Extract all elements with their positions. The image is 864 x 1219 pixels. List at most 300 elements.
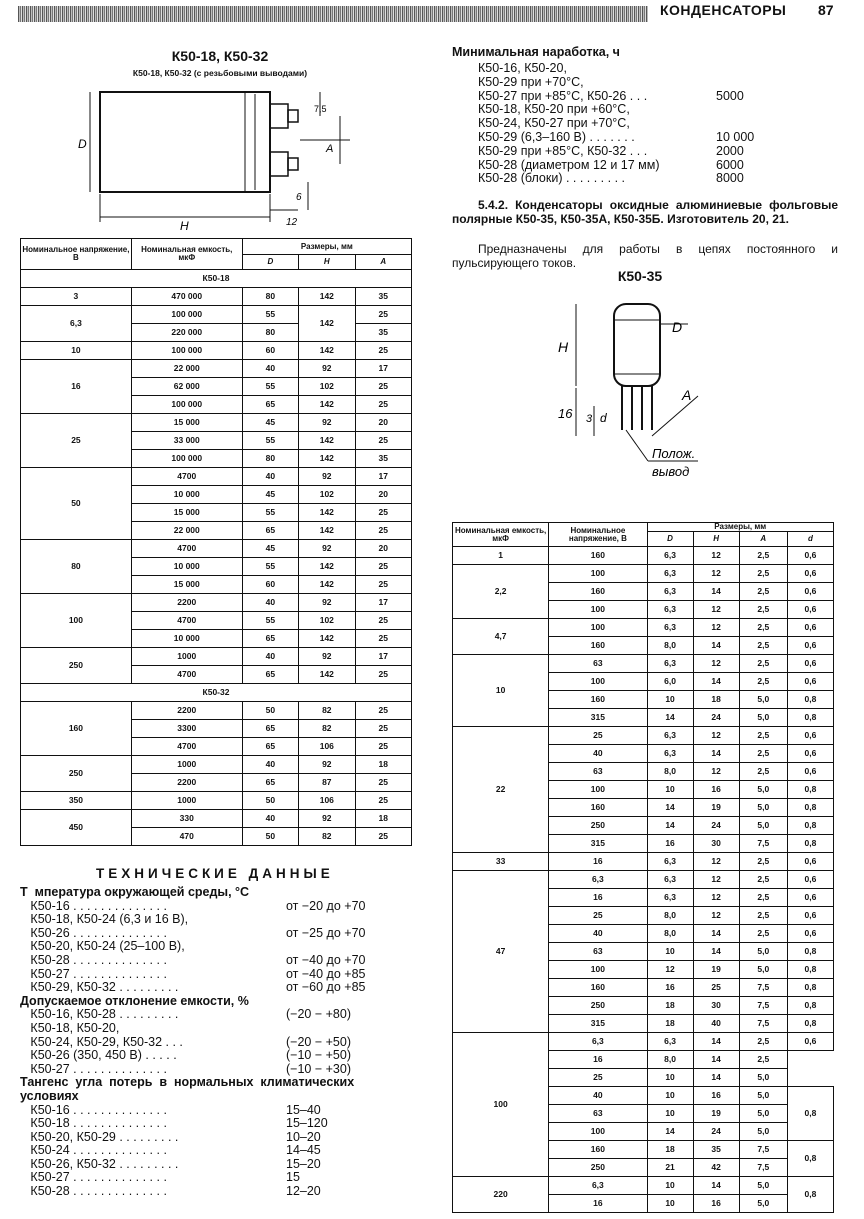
t2-cell: 25 — [549, 907, 647, 925]
min-life-label: К50-28 (диаметром 12 и 17 мм) — [478, 157, 660, 172]
t1-voltage-cell: 10 — [21, 342, 132, 360]
t1-cell: 142 — [299, 522, 355, 540]
t1-cell: 65 — [242, 666, 298, 684]
t2-cell: 0,6 — [787, 655, 833, 673]
tech-label: К50-24, К50-29, К50-32 . . . — [20, 1034, 183, 1049]
t2-cell: 2,5 — [739, 907, 787, 925]
t2-cell: 0,8 — [787, 799, 833, 817]
t2-cell: 12 — [693, 619, 739, 637]
t2-cell: 14 — [693, 1051, 739, 1069]
t2-cell: 16 — [647, 979, 693, 997]
t1-cell: 45 — [242, 414, 298, 432]
tech-label: К50-16 . . . . . . . . . . . . . . — [20, 1102, 167, 1117]
t2-cell: 19 — [693, 1105, 739, 1123]
t2-cell: 100 — [549, 961, 647, 979]
k5035-label-vyvod: вывод — [652, 464, 690, 479]
k5035-drawing — [548, 296, 728, 486]
tech-row — [20, 1049, 420, 1063]
t1-h-D: D — [242, 255, 298, 270]
t1-cell: 25 — [355, 702, 411, 720]
table-row — [453, 727, 834, 745]
t2-cell: 16 — [549, 889, 647, 907]
t2-cell: 315 — [549, 1015, 647, 1033]
tech-label: К50-29, К50-32 . . . . . . . . . — [20, 980, 179, 995]
t2-capacity-cell: 22 — [453, 727, 549, 853]
t2-cell: 0,8 — [787, 835, 833, 853]
t2-cell: 160 — [549, 691, 647, 709]
t1-h-sizes: Размеры, мм — [242, 239, 411, 255]
t1-cell: 142 — [299, 288, 355, 306]
t2-cell: 6,0 — [647, 673, 693, 691]
t1-section-label: К50-18 — [21, 270, 412, 288]
t2-cell: 14 — [647, 817, 693, 835]
t2-cell: 10 — [647, 781, 693, 799]
t1-cell: 50 — [242, 702, 298, 720]
t2-cell: 42 — [693, 1159, 739, 1177]
t1-cell: 25 — [355, 378, 411, 396]
t2-cell: 0,6 — [787, 1033, 833, 1051]
tech-row — [20, 940, 420, 954]
tech-row — [20, 1117, 420, 1131]
t2-cell: 14 — [693, 925, 739, 943]
t2-cell: 0,8 — [787, 817, 833, 835]
min-life-label: К50-18, К50-20 при +60°С, — [478, 102, 630, 117]
tech-row — [20, 900, 420, 914]
t2-cell: 12 — [693, 601, 739, 619]
t1-cell: 35 — [355, 324, 411, 342]
min-life-label: К50-28 (блоки) . . . . . . . . . — [478, 171, 625, 186]
tech-label: К50-18, К50-20, — [20, 1020, 120, 1035]
table-row — [21, 756, 412, 774]
min-life-row — [478, 90, 778, 104]
t1-cell: 65 — [242, 738, 298, 756]
tech-row — [20, 927, 420, 941]
t2-cell: 0,6 — [787, 871, 833, 889]
k5035-label-A: A — [682, 387, 692, 403]
tech-row — [20, 1185, 420, 1199]
t1-cell: 142 — [299, 504, 355, 522]
t1-cell: 25 — [355, 576, 411, 594]
t1-cell: 80 — [242, 450, 298, 468]
tech-row — [20, 1008, 420, 1022]
t1-cell: 4700 — [131, 612, 242, 630]
t2-h-H: H — [693, 532, 739, 547]
t1-voltage-cell: 250 — [21, 648, 132, 684]
tech-row — [20, 1076, 420, 1090]
t2-cell: 63 — [549, 763, 647, 781]
tech-row — [20, 1144, 420, 1158]
t2-cell: 0,6 — [787, 673, 833, 691]
t2-cell: 8,0 — [647, 1051, 693, 1069]
k5018-subtitle: К50-18, К50-32 (с резьбовыми выводами) — [132, 68, 308, 78]
t2-cell: 25 — [549, 727, 647, 745]
t1-cell: 15 000 — [131, 504, 242, 522]
t1-voltage-cell: 50 — [21, 468, 132, 540]
min-life-label: К50-29 при +70°С, — [478, 74, 584, 89]
t2-cell: 24 — [693, 1123, 739, 1141]
t1-cell: 40 — [242, 468, 298, 486]
t2-cell: 160 — [549, 1141, 647, 1159]
t1-cell: 25 — [355, 630, 411, 648]
t2-cell: 6,3 — [647, 619, 693, 637]
tech-label: К50-26, К50-32 . . . . . . . . . — [20, 1156, 179, 1171]
t2-cell: 14 — [693, 1033, 739, 1051]
t2-cell: 30 — [693, 997, 739, 1015]
t1-cell: 106 — [299, 792, 355, 810]
t1-cell: 35 — [355, 450, 411, 468]
t2-cell: 7,5 — [739, 1159, 787, 1177]
t1-cell: 17 — [355, 360, 411, 378]
t1-cell: 10 000 — [131, 558, 242, 576]
t2-h-A: A — [739, 532, 787, 547]
t1-cell: 65 — [242, 630, 298, 648]
t2-cell: 40 — [549, 925, 647, 943]
t2-cell: 21 — [647, 1159, 693, 1177]
t1-voltage-cell: 100 — [21, 594, 132, 648]
t2-cell: 10 — [647, 1087, 693, 1105]
t2-cell: 14 — [693, 637, 739, 655]
table-row — [21, 702, 412, 720]
t2-cell: 12 — [693, 727, 739, 745]
t1-cell: 4700 — [131, 738, 242, 756]
t2-cell: 6,3 — [647, 655, 693, 673]
t1-cell: 25 — [355, 738, 411, 756]
t1-cell: 82 — [299, 720, 355, 738]
t2-header-row — [453, 523, 834, 532]
tech-label: К50-27 . . . . . . . . . . . . . . — [20, 966, 167, 981]
t1-cell: 35 — [355, 288, 411, 306]
min-life-row — [478, 62, 778, 76]
t1-cell: 40 — [242, 756, 298, 774]
t1-cell: 92 — [299, 810, 355, 828]
t2-cell: 24 — [693, 709, 739, 727]
t1-cell: 55 — [242, 378, 298, 396]
t1-section-row — [21, 684, 412, 702]
table-row — [453, 871, 834, 889]
t2-cell: 6,3 — [647, 745, 693, 763]
t2-cell: 6,3 — [549, 1177, 647, 1195]
table-row — [21, 540, 412, 558]
tech-row — [20, 981, 420, 995]
t1-cell: 40 — [242, 810, 298, 828]
t1-cell: 102 — [299, 486, 355, 504]
t2-cell: 12 — [693, 853, 739, 871]
table-row — [21, 648, 412, 666]
t2-cell: 6,3 — [647, 565, 693, 583]
t1-cell: 65 — [242, 720, 298, 738]
t2-cell: 315 — [549, 835, 647, 853]
tech-value: (−10 − +30) — [286, 1061, 351, 1076]
t2-cell: 5,0 — [739, 817, 787, 835]
tech-label: К50-26 (350, 450 В) . . . . . — [20, 1048, 177, 1063]
t1-cell: 18 — [355, 810, 411, 828]
t2-cell: 12 — [693, 565, 739, 583]
t2-cell: 0,6 — [787, 745, 833, 763]
table-row — [21, 414, 412, 432]
t2-cell: 100 — [549, 619, 647, 637]
t1-cell: 20 — [355, 540, 411, 558]
t2-cell: 7,5 — [739, 979, 787, 997]
t1-cell: 40 — [242, 360, 298, 378]
t1-cell: 60 — [242, 576, 298, 594]
t2-capacity-cell: 100 — [453, 1033, 549, 1177]
t2-cell: 2,5 — [739, 871, 787, 889]
t2-cell: 10 — [647, 691, 693, 709]
tech-value: 12–20 — [286, 1184, 321, 1199]
t2-cell: 14 — [693, 943, 739, 961]
t2-cell: 0,6 — [787, 727, 833, 745]
min-life-label: К50-16, К50-20, — [478, 61, 567, 75]
t2-cell: 2,5 — [739, 925, 787, 943]
t2-capacity-cell: 10 — [453, 655, 549, 727]
t1-cell: 2200 — [131, 594, 242, 612]
t2-cell: 63 — [549, 1105, 647, 1123]
table-row — [21, 306, 412, 324]
tech-label: условиях — [20, 1088, 79, 1103]
t2-cell: 16 — [549, 1051, 647, 1069]
t2-cell: 12 — [693, 655, 739, 673]
t2-cell: 5,0 — [739, 691, 787, 709]
t2-capacity-cell: 4,7 — [453, 619, 549, 655]
t2-capacity-cell: 1 — [453, 547, 549, 565]
t2-cell: 0,8 — [787, 1087, 833, 1141]
t1-cell: 25 — [355, 828, 411, 846]
purpose-paragraph — [452, 242, 838, 270]
min-life-row — [478, 117, 778, 131]
table-row — [453, 853, 834, 871]
t1-cell: 142 — [299, 342, 355, 360]
t1-cell: 10 000 — [131, 486, 242, 504]
t2-cell: 12 — [693, 889, 739, 907]
t1-cell: 470 — [131, 828, 242, 846]
t2-cell: 0,6 — [787, 853, 833, 871]
t1-cell: 102 — [299, 378, 355, 396]
t1-cell: 20 — [355, 414, 411, 432]
tech-label: К50-16 . . . . . . . . . . . . . . — [20, 898, 167, 913]
t1-cell: 45 — [242, 540, 298, 558]
t2-cell: 5,0 — [739, 799, 787, 817]
t2-cell: 2,5 — [739, 889, 787, 907]
t1-cell: 25 — [355, 612, 411, 630]
t2-cell: 160 — [549, 583, 647, 601]
t1-cell: 142 — [299, 576, 355, 594]
t1-cell: 80 — [242, 324, 298, 342]
t1-cell: 3300 — [131, 720, 242, 738]
t2-cell: 250 — [549, 1159, 647, 1177]
tech-label: Допускаемое отклонение емкости, % — [20, 993, 249, 1008]
t2-cell: 6,3 — [647, 1033, 693, 1051]
t1-cell: 25 — [355, 432, 411, 450]
t2-cell: 19 — [693, 961, 739, 979]
k5035-table — [452, 522, 834, 1213]
t1-cell: 50 — [242, 792, 298, 810]
t1-header-row — [21, 239, 412, 255]
t1-cell: 100 000 — [131, 450, 242, 468]
page-number: 87 — [818, 2, 834, 18]
table-row — [21, 594, 412, 612]
tech-row — [20, 1131, 420, 1145]
t2-h-d: d — [787, 532, 833, 547]
t2-cell: 0,8 — [787, 1177, 833, 1213]
t2-cell: 0,6 — [787, 619, 833, 637]
t1-voltage-cell: 6,3 — [21, 306, 132, 342]
t2-cell: 6,3 — [647, 727, 693, 745]
t1-cell: 62 000 — [131, 378, 242, 396]
t1-section-label: К50-32 — [21, 684, 412, 702]
t1-cell: 92 — [299, 468, 355, 486]
t2-capacity-cell: 2,2 — [453, 565, 549, 619]
t2-cell: 8,0 — [647, 637, 693, 655]
t1-cell: 17 — [355, 468, 411, 486]
t1-cell: 22 000 — [131, 360, 242, 378]
tech-value: 14–45 — [286, 1143, 321, 1158]
min-life-value: 8000 — [716, 171, 744, 186]
t1-cell: 87 — [299, 774, 355, 792]
t2-cell: 6,3 — [647, 547, 693, 565]
t1-cell: 25 — [355, 774, 411, 792]
tech-label: К50-20, К50-24 (25–100 В), — [20, 939, 185, 954]
t2-cell: 14 — [693, 583, 739, 601]
table-row — [21, 342, 412, 360]
t1-cell: 100 000 — [131, 396, 242, 414]
tech-value: 15–20 — [286, 1156, 321, 1171]
t1-cell: 45 — [242, 486, 298, 504]
label-b: 6 — [296, 192, 302, 203]
tech-value: 10–20 — [286, 1129, 321, 1144]
tech-label: К50-28 . . . . . . . . . . . . . . — [20, 1184, 167, 1199]
t1-h-voltage: Номинальное напряжение, В — [21, 239, 132, 270]
label-H: H — [180, 219, 189, 232]
k5018-title: К50-18, К50-32 — [171, 48, 269, 64]
t2-cell: 7,5 — [739, 835, 787, 853]
table-row — [21, 792, 412, 810]
min-life-value: 5000 — [716, 88, 744, 103]
t2-cell: 250 — [549, 997, 647, 1015]
t1-cell: 17 — [355, 648, 411, 666]
t1-cell: 25 — [355, 720, 411, 738]
t2-cell: 0,6 — [787, 889, 833, 907]
t2-cell: 6,3 — [549, 1033, 647, 1051]
tech-row — [20, 913, 420, 927]
tech-label: К50-27 . . . . . . . . . . . . . . — [20, 1061, 167, 1076]
t2-cell: 160 — [549, 547, 647, 565]
tech-row — [20, 1104, 420, 1118]
t2-cell: 100 — [549, 673, 647, 691]
min-life-label: К50-29 при +85°С, К50-32 . . . — [478, 143, 648, 158]
t2-cell: 0,8 — [787, 691, 833, 709]
t1-cell: 1000 — [131, 756, 242, 774]
t2-cell: 6,3 — [647, 871, 693, 889]
tech-value: от −40 до +85 — [286, 966, 366, 981]
t2-cell: 14 — [693, 1069, 739, 1087]
label-12: 12 — [286, 217, 298, 228]
t2-cell: 2,5 — [739, 601, 787, 619]
t1-cell: 18 — [355, 756, 411, 774]
t2-cell: 5,0 — [739, 1069, 787, 1087]
k5035-label-d: d — [600, 411, 607, 425]
t2-cell: 25 — [549, 1069, 647, 1087]
tech-data-list — [20, 886, 420, 1199]
t2-cell: 14 — [693, 673, 739, 691]
t2-cell: 2,5 — [739, 655, 787, 673]
min-life-row — [478, 145, 778, 159]
t2-cell: 35 — [693, 1141, 739, 1159]
tech-label: Тангенс угла потерь в нормальных климатических — [20, 1075, 355, 1090]
tech-row — [20, 995, 420, 1009]
t2-cell: 100 — [549, 601, 647, 619]
label-A: A — [326, 143, 334, 155]
t2-cell: 0,8 — [787, 709, 833, 727]
t2-cell: 24 — [693, 817, 739, 835]
tech-label: К50-26 . . . . . . . . . . . . . . — [20, 925, 167, 940]
t1-cell: 100 000 — [131, 306, 242, 324]
t1-cell: 80 — [242, 288, 298, 306]
t1-voltage-cell: 450 — [21, 810, 132, 846]
min-life-value: 2000 — [716, 143, 744, 158]
t2-cell: 0,6 — [787, 583, 833, 601]
t1-cell: 25 — [355, 306, 411, 324]
t1-voltage-cell: 16 — [21, 360, 132, 414]
section-5-4-2 — [452, 198, 838, 226]
tech-label: Т мпература окружающей среды, °С — [20, 885, 250, 899]
t1-cell: 92 — [299, 414, 355, 432]
tech-value: (−20 − +50) — [286, 1034, 351, 1049]
tech-label: К50-20, К50-29 . . . . . . . . . — [20, 1129, 179, 1144]
t2-cell: 16 — [693, 1195, 739, 1213]
t1-cell: 92 — [299, 648, 355, 666]
k5035-label-16: 16 — [558, 406, 573, 421]
min-life-row — [478, 172, 778, 186]
tech-label: К50-16, К50-28 . . . . . . . . . — [20, 1007, 179, 1022]
t1-cell: 92 — [299, 756, 355, 774]
t1-voltage-cell: 3 — [21, 288, 132, 306]
min-life-row — [478, 159, 778, 173]
t2-cell: 12 — [647, 961, 693, 979]
t2-cell: 18 — [693, 691, 739, 709]
t2-cell: 10 — [647, 1177, 693, 1195]
table-row — [21, 810, 412, 828]
t1-cell: 65 — [242, 774, 298, 792]
t2-cell: 0,8 — [787, 961, 833, 979]
t1-cell: 25 — [355, 558, 411, 576]
t1-cell: 55 — [242, 612, 298, 630]
t1-cell: 142 — [299, 558, 355, 576]
t1-cell: 25 — [355, 396, 411, 414]
t2-cell: 160 — [549, 979, 647, 997]
label-75: 7,5 — [314, 104, 327, 114]
t1-cell: 4700 — [131, 666, 242, 684]
t1-cell: 20 — [355, 486, 411, 504]
t2-cell: 16 — [693, 781, 739, 799]
k5035-label-D: D — [672, 319, 683, 335]
t2-cell: 100 — [549, 1123, 647, 1141]
tech-row — [20, 1158, 420, 1172]
t1-cell: 50 — [242, 828, 298, 846]
table-row — [453, 655, 834, 673]
t2-cell: 6,3 — [647, 889, 693, 907]
t2-cell: 14 — [647, 1123, 693, 1141]
t2-capacity-cell: 220 — [453, 1177, 549, 1213]
t1-cell: 142 — [299, 396, 355, 414]
min-life-value: 10 000 — [716, 129, 755, 144]
t2-cell: 0,8 — [787, 1141, 833, 1177]
t1-cell: 1000 — [131, 648, 242, 666]
t2-cell: 5,0 — [739, 781, 787, 799]
t1-voltage-cell: 160 — [21, 702, 132, 756]
t2-cell: 6,3 — [549, 871, 647, 889]
section-5-4-2-text: 5.4.2. Конденсаторы оксидные алюминиевые фольговые полярные К50-35, К50-35А, К50-35Б. Изготовитель 20, 21. — [452, 198, 838, 226]
t2-cell: 2,5 — [739, 583, 787, 601]
